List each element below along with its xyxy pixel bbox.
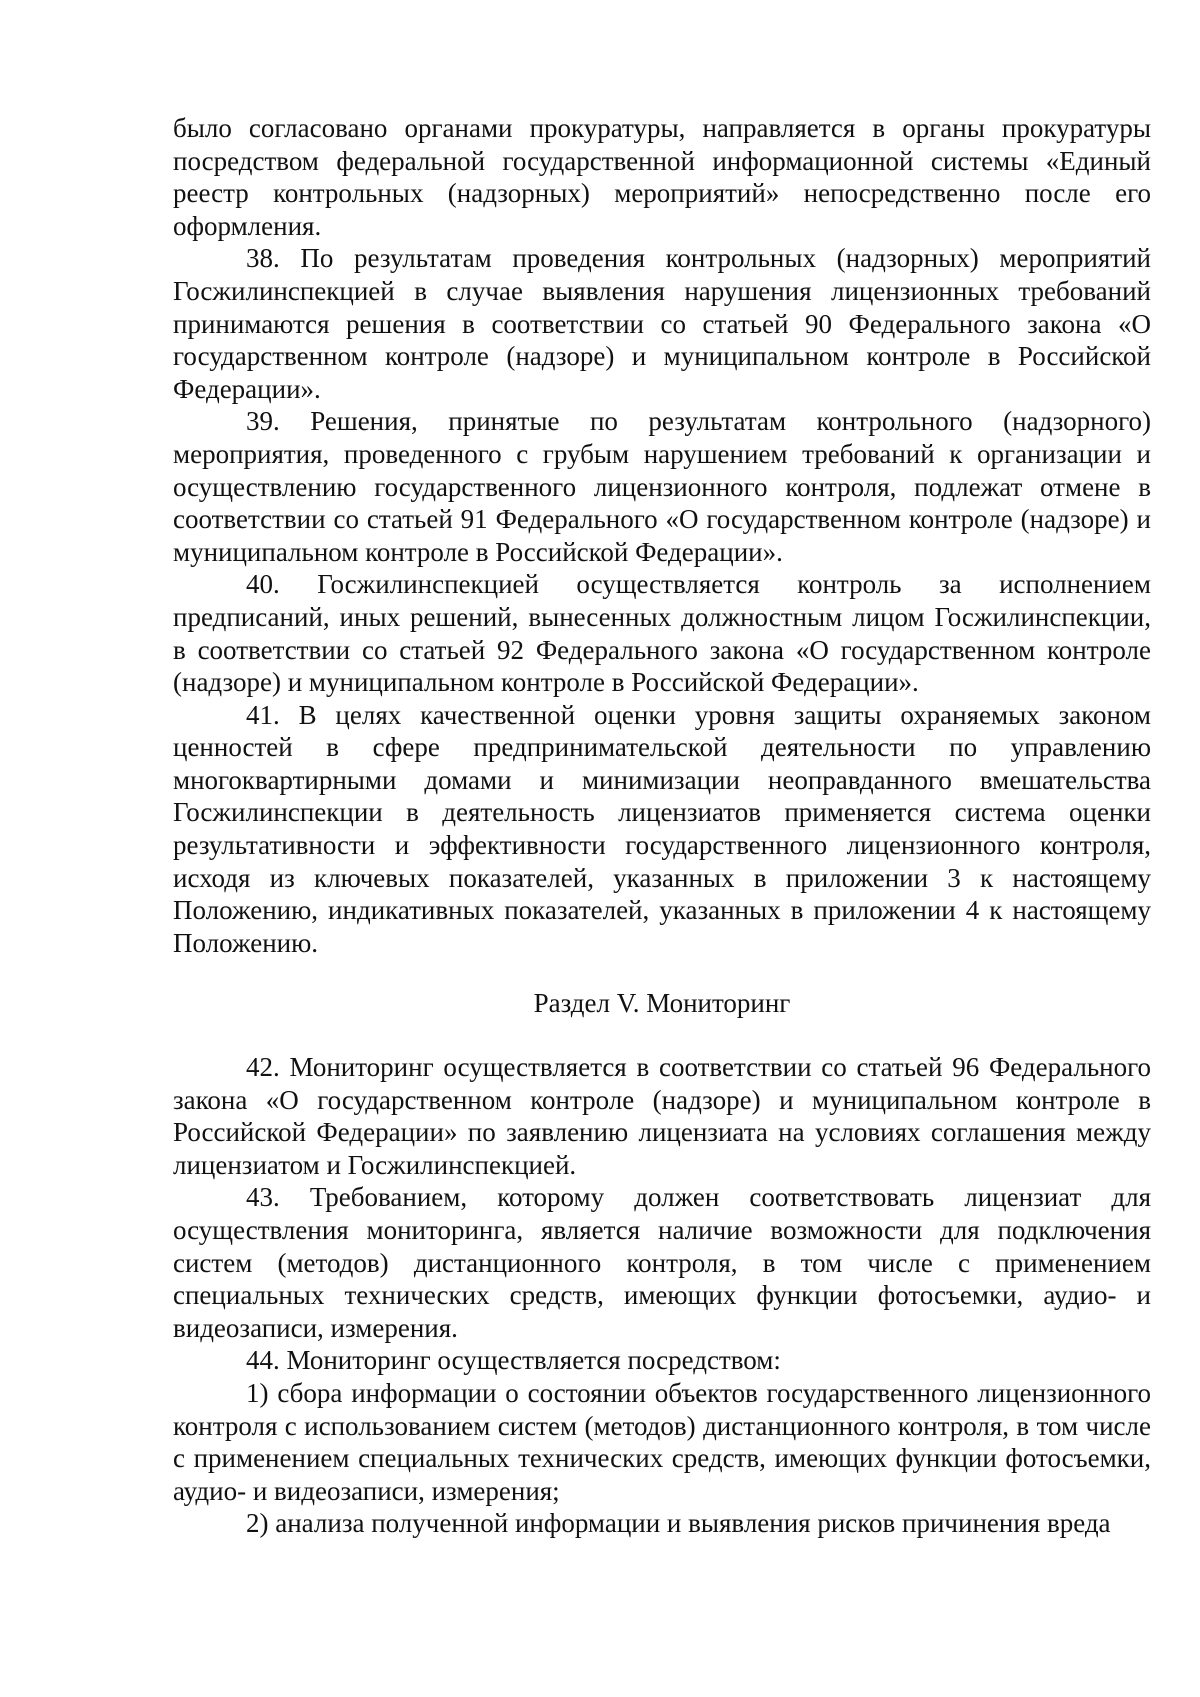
paragraph-44: 44. Мониторинг осуществляется посредством: <box>246 1345 781 1376</box>
list-item-1: 1) сбора информации о состоянии объектов государственного лицензионного контроля с использованием систем (методов) дистанционного контроля, в том числе с применением специальных технических средств, имеющих функции фотосъемки, аудио- и видеозаписи, измерения; <box>173 1377 1151 1506</box>
paragraph-continuation: было согласовано органами прокуратуры, направляется в органы прокуратуры посредством федеральной государственной информационной системы «Единый реестр контрольных (надзорных) мероприятий» непосредственно после его оформления. <box>173 113 1151 241</box>
paragraph-41: 41. В целях качественной оценки уровня защиты охраняемых законом ценностей в сфере предпринимательской деятельности по управлению многоквартирными домами и минимизации неоправданного вмешательства Госжилинспекции в деятельность лицензиатов применяется система оценки результативности и эффективности государственного лицензионного контроля, исходя из ключевых показателей, указанных в приложении 3 к настоящему Положению, индикативных показателей, указанных в приложении 4 к настоящему Положению. <box>173 699 1151 958</box>
list-item-2: 2) анализа полученной информации и выявления рисков причинения вреда <box>246 1508 1111 1539</box>
paragraph-38: 38. По результатам проведения контрольных (надзорных) мероприятий Госжилинспекцией в случае выявления нарушения лицензионных требований принимаются решения в соответствии со статьей 90 Федерального закона «О государственном контроле (надзоре) и муниципальном контроле в Российской Федерации». <box>173 243 1151 404</box>
section-heading: Раздел V. Мониторинг <box>533 988 791 1019</box>
paragraph-39: 39. Решения, принятые по результатам контрольного (надзорного) мероприятия, проведенного с грубым нарушением требований к организации и осуществлению государственного лицензионного контроля, подлежат отмене в соответствии со статьей 91 Федерального «О государственном контроле (надзоре) и муниципальном контроле в Российской Федерации». <box>173 406 1151 567</box>
paragraph-43: 43. Требованием, которому должен соответствовать лицензиат для осуществления мониторинга, является наличие возможности для подключения систем (методов) дистанционного контроля, в том числе с применением специальных технических средств, имеющих функции фотосъемки, аудио- и видеозаписи, измерения. <box>173 1182 1151 1343</box>
paragraph-42: 42. Мониторинг осуществляется в соответствии со статьей 96 Федерального закона «О государственном контроле (надзоре) и муниципальном контроле в Российской Федерации» по заявлению лицензиата на условиях соглашения между лицензиатом и Госжилинспекцией. <box>173 1052 1151 1180</box>
paragraph-40: 40. Госжилинспекцией осуществляется контроль за исполнением предписаний, иных решений, вынесенных должностным лицом Госжилинспекции, в соответствии со статьей 92 Федерального закона «О государственном контроле (надзоре) и муниципальном контроле в Российской Федерации». <box>173 569 1151 698</box>
document-page <box>173 112 1151 1540</box>
